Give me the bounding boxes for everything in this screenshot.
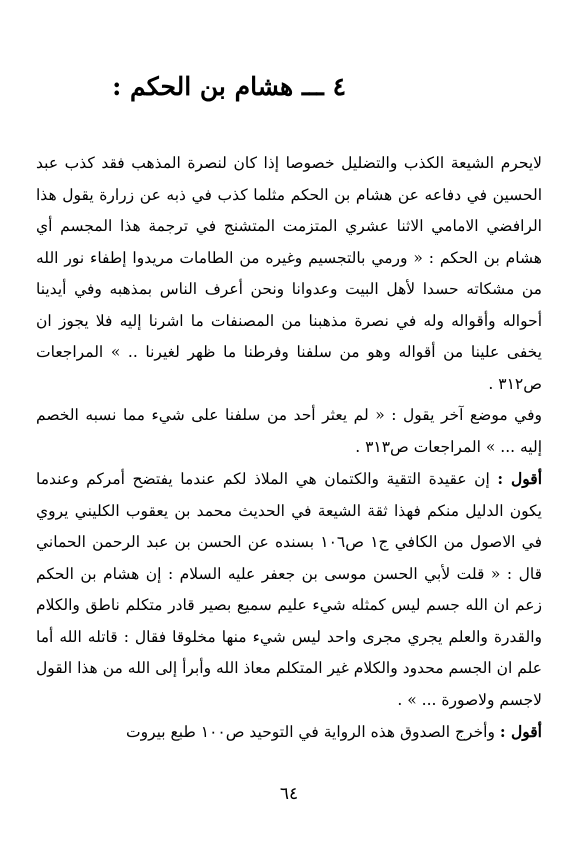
paragraph-text: وفي موضع آخر يقول : « لم يعثر أحد من سلفنا على شيء مما نسبه الخصم إليه ... » المراجعات ص٣١٣ . (36, 406, 542, 456)
paragraph-text: لايحرم الشيعة الكذب والتضليل خصوصا إذا كان لنصرة المذهب فقد كذب عبد الحسين في دفاعه عن هشام بن الحكم مثلما كذب في ذبه عن زرارة يقول هذا الرافضي الامامي الاثنا عشري المتزمت المتشنج في ترجمة هذا المجسم أي هشام بن الحكم : « ورمي بالتجسيم وغيره من الطامات مريدوا إطفاء نور الله من مشكاته حسدا لأهل البيت وعدوانا ونحن أعرف الناس بمذهبه وفي أيدينا أحواله وأقواله وله في نصرة مذهبنا من المصنفات ما اشرنا إليه فلا يجوز ان يخفى علينا من أقواله وهو من سلفنا وفرطنا ما ظهر لغيرنا .. » المراجعات ص٣١٢ . (36, 154, 542, 393)
paragraph-3 (36, 463, 542, 716)
page-number: ٦٤ (279, 784, 299, 804)
paragraph-lead: أقول : (497, 469, 542, 488)
paragraph-text: وأخرج الصدوق هذه الرواية في التوحيد ص١٠٠ طبع بيروت (126, 723, 500, 741)
paragraph-2 (36, 400, 542, 463)
paragraph-lead: أقول : (499, 722, 542, 741)
paragraph-1 (36, 148, 542, 400)
paragraph-4 (36, 716, 542, 749)
section-heading: ٤ ـــ هشام بن الحكم : (112, 72, 346, 101)
body-text (36, 148, 542, 749)
paragraph-text: إن عقيدة التقية والكتمان هي الملاذ لكم عندما يفتضح أمركم وعندما يكون الدليل منكم فهذا ثقة الشيعة في الحديث محمد بن يعقوب الكليني يروي في الاصول من الكافي ج١ ص١٠٦ بسنده عن الحسن بن عبد الرحمن الحماني قال : « قلت لأبي الحسن موسى بن جعفر عليه السلام : إن هشام بن الحكم زعم ان الله جسم ليس كمثله شيء عليم سميع بصير قادر متكلم ناطق والكلام والقدرة والعلم يجري مجرى واحد ليس شيء منها مخلوقا فقال : قاتله الله أما علم ان الجسم محدود والكلام غير المتكلم معاذ الله وأبرأ إلى الله من هذا القول لاجسم ولاصورة ... » . (36, 470, 542, 709)
